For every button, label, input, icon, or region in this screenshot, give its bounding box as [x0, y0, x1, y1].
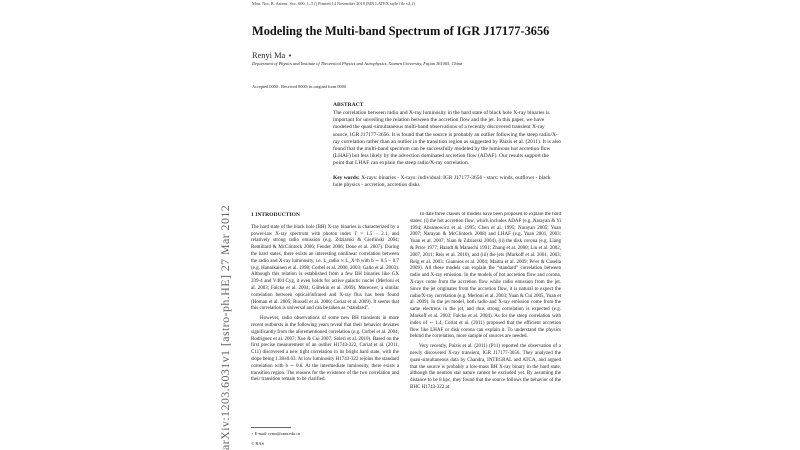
running-head: Mon. Not. R. Astron. Soc. 000, 1–5 () Printed 14 November 2018 (MN LATEX style file v2.2) [252, 1, 415, 6]
paragraph: To date three classes of models have been proposed to explain the hard states: (i) the hot accretion flow, which includes ADAF (e.g. Narayan & Yi 1994; Abramowicz et al. 1995; Chen et al. 1995; Narayan 2005; Yuan 2007; Narayan & McClintock 2008) and LHAF (e.g. Yuan 2001, 2003; Yuan et al. 2007; Yuan & Zdziarski 2004), (ii) the disk corona (e.g. Liang & Price 1977; Haardt & Maraschi 1991; Zhang et al. 2000; Liu et al. 2002, 2007, 2011; Reis et al. 2010), and (iii) the jets (Markoff et al. 2001, 2003; Reig et al. 2003; Giannios et al. 2004; Maitra et al. 2009; Pe'er & Casella 2009). All these models can explain the “standard” correlation between radio and X-ray emission. In the models of hot accretion flow and corona, X-rays come from the accretion flow while radio emission from the jet. Since the jet originates from the accretion flow, it is natural to expect the radio/X-ray correlation (e.g. Merloni et al. 2003; Yuan & Cui 2005, Yuan et al. 2009). In the jet model, both radio and X-ray emission come from the same electrons in the jet, and thus strong correlation is expected (e.g. Markoff et al. 2003; Falcke et al. 2004). As for the steep correlation with index of ∼ 1.4, Coriat et al. (2011) proposed that the efficient accretion flow like LHAF or disk corona can explain it. To understand the physics behind the correlation, more sample of sources are needed. [410, 212, 561, 340]
affiliation: Department of Physics and Institute of Theoretical Physics and Astrophysics, Xiamen University, Fujian 361005, China [252, 61, 463, 66]
footnote: ⋆ E-mail: ryma@xmu.edu.cn [251, 431, 301, 436]
paper-title: Modeling the Multi-band Spectrum of IGR J17177-3656 [252, 24, 550, 38]
author: Renyi Ma ⋆ [252, 51, 293, 60]
paragraph: Very recently, Paizis et al. (2011) (P11) reported the observation of a newly discovered X-ray transient, IGR J17177-3656. They analyzed the quasi-simultaneous data by Chandra, INTEGRAL and ATCA, and argued that the source is probably a low-mass BH X-ray binary in the hard state, although the neutron star nature cannot be excluded yet. By assuming the distance to be 8 kpc, they found that the source follows the behavior of the BHC H1743-322 at [410, 344, 561, 390]
section-title: 1 INTRODUCTION [251, 212, 300, 218]
keywords-block [333, 175, 561, 189]
paragraph: The hard state of the black hole (BH) X-ray binaries is characterized by a power-law X-ray spectrum with photon index Γ = 1.5 − 2.1, and relatively strong radio emission (e.g. Zdziarski & Gierliński 2004; Remillard & McClintock 2006; Fender 2006; Done et al. 2007). During the hard states, there exists an interesting nonlinear correlation between the radio and X-ray luminosity, i.e. L_radio ∝ L_X^b with b ∼ 0.5 − 0.7 (e.g. Hannikainen et al. 1998; Corbel et al. 2000, 2003; Gallo et al. 2003). Although this relation is established from a few BH binaries like GX 339-4 and V404 Cyg, it even holds for active galactic nuclei (Merloni et al. 2003; Falcke et al. 2004; Gültekin et al. 2009). Moreover, a similar correlation between optical/infrared and X-ray flux has been found (Homan et al. 2005; Russell et al. 2006; Coriat et al. 2009). It seems that this correlation is universal and can be taken as “standard”. [251, 224, 399, 312]
arxiv-stamp: arXiv:1203.6031v1 [astro-ph.HE] 27 Mar 2012 [218, 204, 232, 450]
footnote-rule [251, 427, 291, 428]
abstract-text: The correlation between radio and X-ray luminosity in the hard state of black hole X-ray binaries is important for unveiling the relation between the accretion flow and the jet. In this paper, we have modeled the quasi-simultaneous multi-band observations of a recently discovered transient X-ray source, IGR J17177-3656. It is found that the source is probably an outlier following the steep radio/X-ray correlation rather than an outlier in the transition region as suggested by Paizis et al. (2011). It is also found that the multi-band spectrum can be successfully modeled by the luminous hot accretion flow (LHAF) but less likely by the advection dominated accretion flow (ADAF). Our results support the point that LHAF can explain the steep radio/X-ray correlation. [333, 110, 561, 167]
left-column [251, 212, 399, 387]
keywords-text: X-rays: binaries - X-rays: individual: IGR J17177-3656 - stars: winds, outflows - black hole physics - accretion, accretion disks [333, 175, 551, 189]
viewer-background-right [560, 0, 800, 450]
abstract-heading: ABSTRACT [333, 102, 364, 108]
abstract-block [333, 102, 561, 167]
paragraph: However, radio observations of some new BH transients in more recent outbursts in the following years reveal that their behavior deviates significantly from the aforementioned correlation (e.g. Corbel et al. 2004; Rodriguez et al. 2007; Xue & Cui 2007; Soleri et al. 2010). Based on the first precise measurement of an outlier H1743-322, Coriat et al. (2011, C11) discovered a new tight correlation in its bright hard state, with the slope being 1.38±0.03. At low luminosity H1743-322 rejoins the standard correlation with b ∼ 0.6. At the intermediate luminosity, there exists a transition region. The reasons for the existence of the two correlation and their transition remain to be clarified. [251, 316, 399, 383]
viewer-background-left [0, 0, 240, 450]
keywords-label: Key words: [333, 175, 360, 181]
accepted-line: Accepted 0000 . Received 0000; in original form 0000 [252, 84, 346, 89]
publisher-mark: © RAS [251, 441, 264, 446]
right-column [410, 212, 561, 395]
